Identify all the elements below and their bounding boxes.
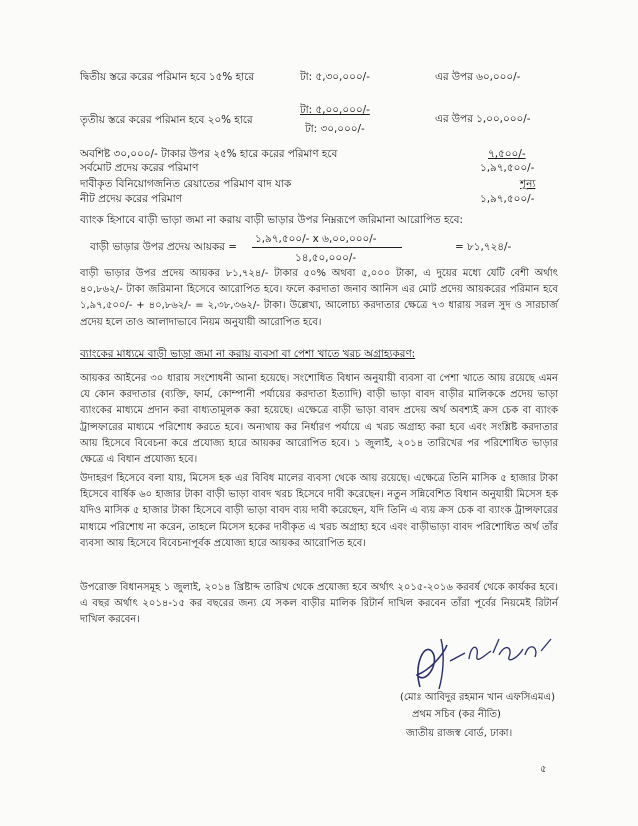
paragraph-example: উদাহরণ হিসেবে বলা যায়, মিসেস হক এর বিবিধ মালের ব্যবসা থেকে আয় রয়েছে। এক্ষেত্রে তিনি মাসিক ৫ হাজার টাকা হিসেবে বার্ষিক ৬০ হাজার টাকা বাড়ী ভাড়া বাবদ খরচ হিসেবে দাবী করেছেন। নতুন সন্নিবেশিত বিধান অনুযায়ী মিসেস হক যদিও মাসিক ৫ হাজার টাকা হিসেবে বাড়ী ভাড়া বাবদ ব্যয় দাবী করেছেন, যদি তিনি এ ব্যয় ক্রস চেক বা ব্যাংক ট্রান্সফারের মাধ্যমে পরিশোধ না করেন, তাহলে মিসেস হকের দাবীকৃত এ খরচ অগ্রাহ্য হবে এবং বাড়ীভাড়া বাবদ পরিশোধিত অর্থ তাঁর ব্যবসা আয় হিসেবে বিবেচনাপূর্বক প্রযোজ্য হারে আয়কর আরোপিত হবে। <box>80 473 558 549</box>
summary-label-4: নীট প্রদেয় করের পরিমাণ <box>80 193 182 205</box>
fraction-bar <box>252 247 402 248</box>
penalty-intro: ব্যাংক হিসাবে বাড়ী ভাড়া জমা না করায় বাড়ী ভাড়ার উপর নিম্নরূপে জরিমানা আরোপিত হবে: <box>80 214 463 226</box>
summary-value-4: ১,৯৭,৫০০/- <box>480 193 535 205</box>
paragraph-effective: উপরোক্ত বিধানসমূহ ১ জুলাই, ২০১৪ খ্রিষ্টাব্দ তারিখ থেকে প্রযোজ্য হবে অর্থাৎ ২০১৫-২০১৬ করবর্ষ থেকে কার্যকর হবে। এ বছর অর্থাৎ ২০১৪-১৫ কর বছরের জন্য যে সকল বাড়ীর মালিক রিটার্ন দাখিল করবেন তাঁরা পূর্বের নিয়মেই রিটার্ন দাখিল করবেন। <box>80 582 558 626</box>
handwritten-signature <box>395 625 560 695</box>
tax-row-2-amount-top: টা: ৫,০০,০০০/- <box>300 104 370 116</box>
formula-numerator: ১,৯৭,৫০০/- x ৬,০০,০০০/- <box>255 233 377 245</box>
formula-result: = ৮১,৭২৪/- <box>455 241 512 253</box>
summary-value-2: ১,৯৭,৫০০/- <box>480 162 535 174</box>
summary-value-3: শূন্য <box>520 178 536 190</box>
tax-row-1-base: এর উপর ৬০,০০০/- <box>435 71 521 83</box>
summary-label-2: সর্বমোট প্রদেয় করের পরিমাণ <box>80 162 199 174</box>
section-heading: ব্যাংকের মাধ্যমে বাড়ী ভাড়া জমা না করায় ব্যবসা বা পেশা খাতে খরচ অগ্রাহ্যকরণ: <box>80 348 416 360</box>
tax-row-2-label: তৃতীয় স্তরে করের পরিমান হবে ২০% হারে <box>80 114 253 126</box>
tax-row-1-amount: টা: ৫,৩০,০০০/- <box>300 71 370 83</box>
signatory-designation: প্রথম সচিব (কর নীতি) <box>412 709 501 720</box>
summary-value-1: ৭,৫০০/- <box>488 148 526 160</box>
summary-label-3: দাবীকৃত বিনিয়োগজনিত রেয়াতের পরিমাণ বাদ যাক <box>80 178 292 190</box>
paragraph-rule: আয়কর আইনের ৩০ ধারায় সংশোধনী আনা হয়েছে। সংশোধিত বিধান অনুযায়ী ব্যবসা বা পেশা খাতে আয় রয়েছে এমন যে কোন করদাতার (ব্যক্তি, ফার্ম, কোম্পানী পর্যায়ের করদাতা ইত্যাদি) বাড়ী ভাড়া বাবদ বাড়ীর মালিককে প্রদেয় ভাড়া ব্যাংকের মাধ্যমে প্রদান করা বাধ্যতামূলক করা হয়েছে। এক্ষেত্রে বাড়ী ভাড়া বাবদ প্রদেয় অর্থ অবশ্যই ক্রস চেক বা ব্যাংক ট্রান্সফারের মাধ্যমে পরিশোধ করতে হবে। অন্যথায় কর নির্ধারণ পর্যায়ে এ খরচ অগ্রাহ্য করা হবে এবং সংশ্লিষ্ট করদাতার আয় হিসেবে বিবেচনা করে প্রযোজ্য হারে আয়কর আরোপিত হবে। ১ জুলাই, ২০১৪ তারিখের পর পরিশোধিত ভাড়ার ক্ষেত্রে এ বিধান প্রযোজ্য হবে। <box>80 373 558 466</box>
page-number: ৫ <box>540 764 547 775</box>
paragraph-penalty: বাড়ী ভাড়ার উপর প্রদেয় আয়কর ৮১,৭২৪/- টাকার ৫০% অথবা ৫,০০০ টাকা, এ দুয়ের মধ্যে যেটি বেশী অর্থাৎ ৪০,৮৬২/- টাকা জরিমানা হিসেবে আরোপিত হবে। ফলে করদাতা জনাব আনিস এর মোট প্রদেয় আয়করের পরিমান হবে ১,৯৭,৫০০/- + ৪০,৮৬২/- = ২,৩৮,৩৬২/- টাকা। উল্লেখ্য, আলোচ্য করদাতার ক্ষেত্রে ৭৩ ধারায় সরল সুদ ও সারচার্জ প্রদেয় হলে তাও আলাদাভাবে নিয়ম অনুযায়ী আরোপিত হবে। <box>80 268 558 328</box>
formula-lhs: বাড়ী ভাড়ার উপর প্রদেয় আয়কর = <box>90 241 237 253</box>
tax-row-1-label: দ্বিতীয় স্তরে করের পরিমান হবে ১৫% হারে <box>80 71 254 83</box>
tax-row-2-base: এর উপর ১,০০,০০০/- <box>435 113 531 125</box>
formula-denominator: ১৪,৫০,০০০/- <box>295 252 357 264</box>
summary-label-1: অবশিষ্ট ৩০,০০০/- টাকার উপর ২৫% হারে করের পরিমাণ হবে <box>80 148 338 160</box>
signatory-name: (মোঃ আবিদুর রহমান খান এফসিএমএ) <box>400 692 555 703</box>
signatory-office: জাতীয় রাজস্ব বোর্ড, ঢাকা। <box>406 728 513 739</box>
tax-row-2-amount-bottom: টা: ৩০,০০০/- <box>305 123 365 135</box>
